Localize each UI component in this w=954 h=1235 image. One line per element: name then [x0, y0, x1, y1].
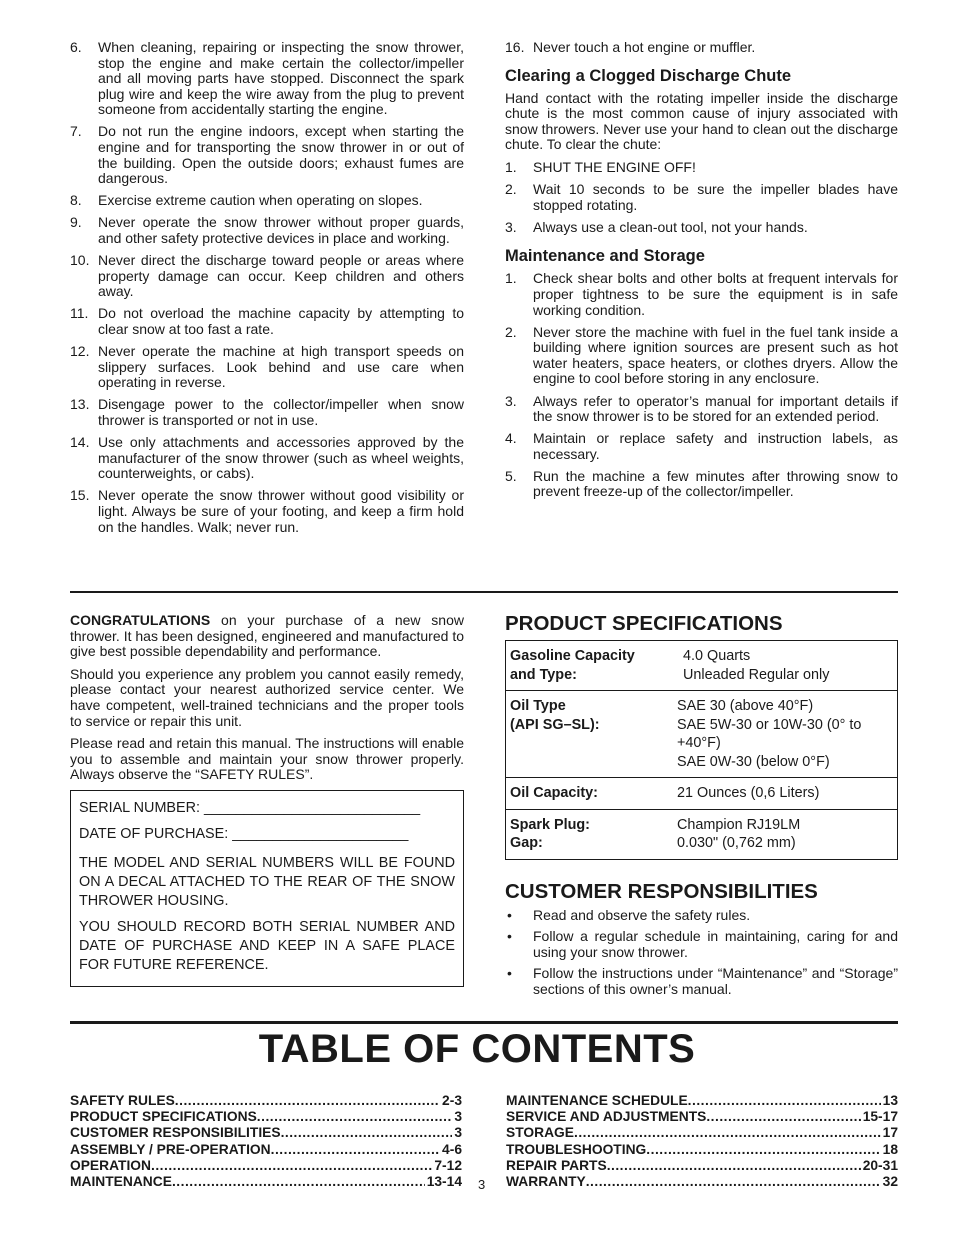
serial-number-field: SERIAL NUMBER: ___________________________	[79, 799, 421, 816]
list-item: 9. Never operate the snow thrower without proper guards, and other safety protective devices in place and working.	[70, 214, 464, 247]
congratulations-paragraph: CONGRATULATIONS on your purchase of a new snow thrower. It has been designed, engineered and manufactured to give best possible dependability and performance.	[70, 612, 464, 660]
safety-rules-column	[70, 40, 464, 542]
toc-entry[interactable]: PRODUCT SPECIFICATIONS ..... 3	[70, 1109, 462, 1125]
toc-title: TABLE OF CONTENTS	[258, 1027, 696, 1071]
list-item: 16. Never touch a hot engine or muffler.	[505, 39, 756, 55]
list-item: 1. SHUT THE ENGINE OFF!	[505, 158, 696, 175]
list-item: • Follow a regular schedule in maintaining, caring for and using your snow thrower.	[507, 928, 898, 960]
manual-paragraph: Please read and retain this manual. The instructions will enable you to assemble and maintain your snow thrower properly. Always observe the “SAFETY RULES”.	[70, 735, 464, 783]
safety-rules-list	[70, 40, 464, 535]
date-of-purchase-field: DATE OF PURCHASE: ______________________	[79, 825, 409, 842]
service-paragraph: Should you experience any problem you cannot easily remedy, please contact your nearest authorized service center. We have competent, well-trained technicians and the proper tools to service or repair this unit.	[70, 665, 464, 729]
specs-heading: PRODUCT SPECIFICATIONS	[505, 612, 783, 635]
responsibilities-list	[505, 908, 898, 998]
safety-rules-right-column	[505, 40, 898, 507]
record-box	[70, 790, 464, 987]
intro-column	[70, 613, 464, 987]
list-item: 5. Run the machine a few minutes after throwing snow to prevent freeze-up of the collector/impeller.	[505, 467, 898, 500]
toc-entry[interactable]: SAFETY RULES ..... 2-3	[70, 1093, 462, 1109]
toc-entry[interactable]: STORAGE ..... 17	[506, 1125, 898, 1141]
list-item: 11. Do not overload the machine capacity by attempting to clear snow at too fast a rate.	[70, 305, 464, 337]
table-row: Oil Type (API SG–SL): SAE 30 (above 40°F) SAE 5W-30 or 10W-30 (0° to +40°F) SAE 0W-30 (below 0°F)	[506, 691, 898, 778]
list-item: 2. Wait 10 seconds to be sure the impeller blades have stopped rotating.	[505, 181, 898, 213]
maintenance-steps	[505, 271, 898, 500]
table-row: Gasoline Capacity and Type: 4.0 Quarts Unleaded Regular only	[506, 641, 898, 691]
toc-entry[interactable]: CUSTOMER RESPONSIBILITIES ..... 3	[70, 1125, 462, 1141]
specs-table	[505, 640, 898, 860]
list-item: 4. Maintain or replace safety and instruction labels, as necessary.	[505, 430, 898, 462]
specs-column	[505, 612, 898, 1003]
toc-entry[interactable]: WARRANTY ..... 32	[506, 1174, 898, 1190]
list-item: 13. Disengage power to the collector/impeller when snow thrower is transported or not in use.	[70, 396, 464, 428]
list-item: 2. Never store the machine with fuel in the fuel tank inside a building where ignition sources are present such as hot water heaters, space heaters, or clothes dryers. Allow the engine to cool before storing in any enclosure.	[505, 323, 898, 387]
list-item: 3. Always use a clean-out tool, not your hands.	[505, 218, 808, 235]
list-item: 14. Use only attachments and accessories approved by the manufacturer of the snow thrower (such as wheel weights, counterweights, or cabs).	[70, 434, 464, 482]
toc-entry[interactable]: REPAIR PARTS ..... 20-31	[506, 1158, 898, 1174]
decal-note: THE MODEL AND SERIAL NUMBERS WILL BE FOUND ON A DECAL ATTACHED TO THE REAR OF THE SNOW THROWER HOUSING.	[79, 854, 455, 909]
record-note: YOU SHOULD RECORD BOTH SERIAL NUMBER AND DATE OF PURCHASE AND KEEP IN A SAFE PLACE FOR FUTURE REFERENCE.	[79, 918, 455, 973]
responsibilities-heading: CUSTOMER RESPONSIBILITIES	[505, 879, 818, 903]
toc-entry[interactable]: OPERATION ..... 7-12	[70, 1158, 462, 1174]
list-item: • Follow the instructions under “Maintenance” and “Storage” sections of this owner’s manual.	[507, 965, 898, 997]
list-item: 15. Never operate the snow thrower without good visibility or light. Always be sure of your footing, and keep a firm hold on the handles. Walk; never run.	[70, 487, 464, 535]
chute-heading: Clearing a Clogged Discharge Chute	[505, 66, 792, 85]
table-row: Spark Plug: Gap: Champion RJ19LM 0.030" (0,762 mm)	[506, 809, 898, 859]
toc-left	[70, 1093, 462, 1190]
safety-rule-16	[505, 40, 898, 56]
chute-steps	[505, 160, 898, 235]
list-item: 10. Never direct the discharge toward people or areas where property damage can occur. Keep children and others away.	[70, 252, 464, 300]
table-row: Oil Capacity: 21 Ounces (0,6 Liters)	[506, 778, 898, 810]
list-item: 7. Do not run the engine indoors, except when starting the engine and for transporting the snow thrower in or out of the building. Open the outside doors; exhaust fumes are dangerous.	[70, 123, 464, 187]
divider	[70, 1021, 898, 1024]
list-item: 8. Exercise extreme caution when operating on slopes.	[70, 192, 423, 209]
list-item: 12. Never operate the machine at high transport speeds on slippery surfaces. Look behind and use care when operating in reverse.	[70, 343, 464, 391]
toc-entry[interactable]: MAINTENANCE ..... 13-14	[70, 1174, 462, 1190]
toc-entry[interactable]: TROUBLESHOOTING ..... 18	[506, 1142, 898, 1158]
list-item: 1. Check shear bolts and other bolts at frequent intervals for proper tightness to be sure the equipment is in safe working condition.	[505, 270, 898, 318]
list-item: 6. When cleaning, repairing or inspecting the snow thrower, stop the engine and make certain the collector/impeller and all moving parts have stopped. Disconnect the spark plug wire and keep the wire away from the plug to prevent someone from accidentally starting the engine.	[70, 39, 464, 118]
divider	[70, 591, 898, 593]
toc-right	[506, 1093, 898, 1190]
page-number: 3	[478, 1177, 486, 1192]
list-item: • Read and observe the safety rules.	[507, 906, 751, 923]
maintenance-heading: Maintenance and Storage	[505, 247, 705, 266]
list-item: 3. Always refer to operator’s manual for important details if the snow thrower is to be stored for an extended period.	[505, 392, 898, 425]
toc-entry[interactable]: MAINTENANCE SCHEDULE ..... 13	[506, 1093, 898, 1109]
toc-entry[interactable]: ASSEMBLY / PRE-OPERATION ..... 4-6	[70, 1142, 462, 1158]
toc-entry[interactable]: SERVICE AND ADJUSTMENTS ..... 15-17	[506, 1109, 898, 1125]
chute-intro: Hand contact with the rotating impeller inside the discharge chute is the most common cause of injury associated with snow throwers. Never use your hand to clean out the discharge chute. To clear the chute:	[505, 89, 898, 153]
